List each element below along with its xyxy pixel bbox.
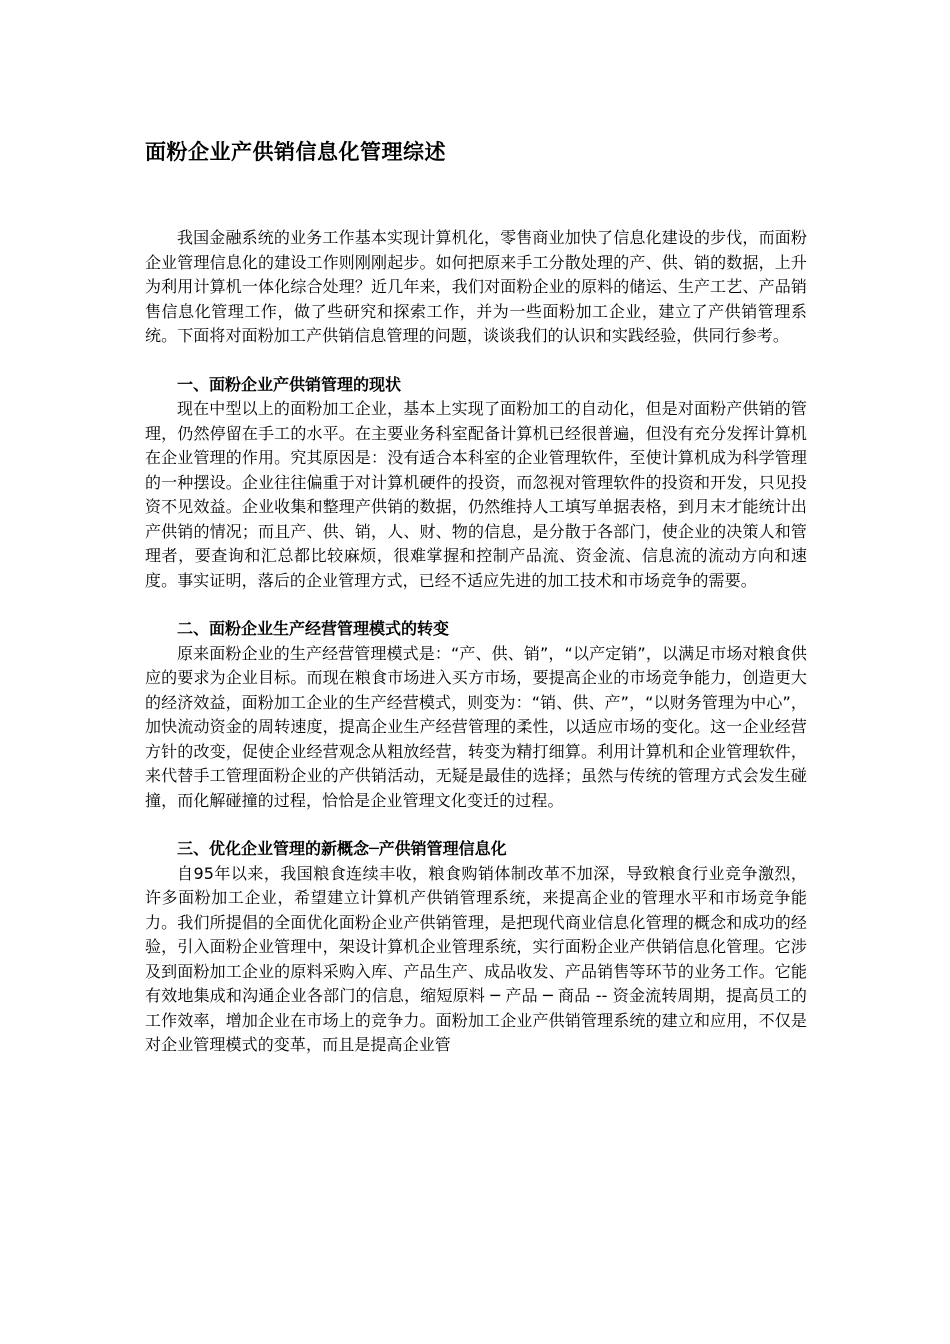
section-1-heading: 一、面粉企业产供销管理的现状: [177, 374, 402, 394]
section-2-heading: 二、面粉企业生产经营管理模式的转变: [177, 619, 450, 638]
document-body: [145, 226, 807, 1058]
section-2-paragraph: 原来面粉企业的生产经营管理模式是：“产、供、销”，“以产定销”，以满足市场对粮食供应的要求为企业目标。而现在粮食市场进入买方市场，要提高企业的市场竞争能力，创造更大的经济效益，面粉加工企业的生产经营模式，则变为：“销、供、产”，“以财务管理为中心”，加快流动资金的周转速度，提高企业生产经营管理的柔性，以适应市场的变化。这一企业经营方针的改变，促使企业经营观念从粗放经营，转变为精打细算。利用计算机和企业管理软件，来代替手工管理面粉企业的产供销活动，无疑是最佳的选择；虽然与传统的管理方式会发生碰撞，而化解碰撞的过程，恰恰是企业管理文化变迁的过程。: [145, 643, 807, 810]
intro-paragraph: 我国金融系统的业务工作基本实现计算机化，零售商业加快了信息化建设的步伐，而面粉企业管理信息化的建设工作则刚刚起步。如何把原来手工分散处理的产、供、销的数据，上升为利用计算机一体化综合处理？近几年来，我们对面粉企业的原料的储运、生产工艺、产品销售信息化管理工作，做了些研究和探索工作，并为一些面粉加工企业，建立了产供销管理系统。下面将对面粉加工产供销信息管理的问题，谈谈我们的认识和实践经验，供同行参考。: [145, 228, 807, 345]
document-title: 面粉企业产供销信息化管理综述: [145, 140, 446, 164]
paragraph-gap: [145, 593, 807, 617]
section-1-paragraph: 现在中型以上的面粉加工企业，基本上实现了面粉加工的自动化，但是对面粉产供销的管理，仍然停留在手工的水平。在主要业务科室配备计算机已经很普遍，但没有充分发挥计算机在企业管理的作用。究其原因是：没有适合本科室的企业管理软件，至使计算机成为科学管理的一种摆设。企业往往偏重于对计算机硬件的投资，而忽视对管理软件的投资和开发，只见投资不见效益。企业收集和整理产供销的数据，仍然维持人工填写单据表格，到月末才能统计出产供销的情况；而且产、供、销，人、财、物的信息，是分散于各部门，使企业的决策人和管理者，要查询和汇总都比较麻烦，很难掌握和控制产品流、资金流、信息流的流动方向和速度。事实证明，落后的企业管理方式，已经不适应先进的加工技术和市场竞争的需要。: [145, 399, 807, 590]
section-3-paragraph: 自95年以来，我国粮食连续丰收，粮食购销体制改革不加深，导致粮食行业竞争激烈，许多面粉加工企业，希望建立计算机产供销管理系统，来提高企业的管理水平和市场竞争能力。我们所提倡的全面优化面粉企业产供销管理，是把现代商业信息化管理的概念和成功的经验，引入面粉企业管理中，架设计算机企业管理系统，实行面粉企业产供销信息化管理。它涉及到面粉加工企业的原料采购入库、产品生产、成品收发、产品销售等环节的业务工作。它能有效地集成和沟通企业各部门的信息，缩短原料 ─ 产品 ─ 商品 -- 资金流转周期，提高员工的工作效率，增加企业在市场上的竞争力。面粉加工企业产供销管理系统的建立和应用，不仅是对企业管理模式的变革，而且是提高企业管: [145, 863, 807, 1054]
paragraph-gap: [145, 813, 807, 837]
paragraph-gap: [145, 349, 807, 373]
section-3-heading: 三、优化企业管理的新概念─产供销管理信息化: [177, 839, 507, 858]
